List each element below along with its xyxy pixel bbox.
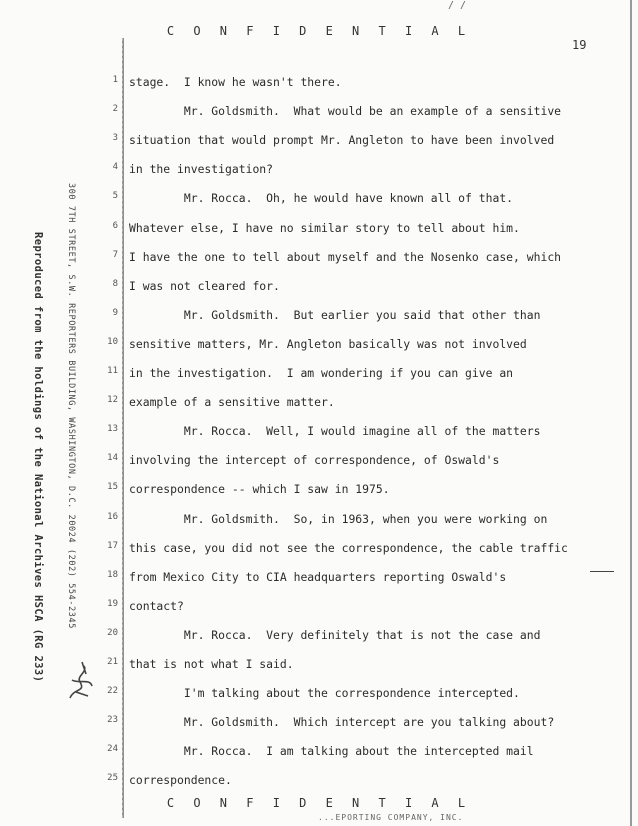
transcript-line: correspondence -- which I saw in 1975. bbox=[129, 482, 390, 496]
line-number: 8 bbox=[112, 279, 118, 289]
line-number: 13 bbox=[107, 424, 118, 434]
transcript-line: this case, you did not see the correspondence, the cable traffic bbox=[129, 541, 568, 555]
line-number: 11 bbox=[107, 366, 118, 376]
transcript-line: I have the one to tell about myself and the Nosenko case, which bbox=[129, 250, 562, 264]
line-number: 3 bbox=[112, 133, 118, 143]
transcript-line: Mr. Rocca. Oh, he would have known all of that. bbox=[129, 191, 514, 205]
line-number: 1 bbox=[112, 75, 118, 85]
line-number: 23 bbox=[107, 715, 118, 725]
line-number: 14 bbox=[107, 453, 118, 463]
line-number: 24 bbox=[107, 744, 118, 754]
reporter-address-text: 300 7TH STREET, S.W. REPORTERS BUILDING, WASHINGTON, D.C. 20024 (202) 554-2345 bbox=[66, 183, 76, 629]
page-number: 19 bbox=[572, 38, 587, 52]
transcript-line: from Mexico City to CIA headquarters reporting Oswald's bbox=[129, 570, 507, 584]
transcript-line: in the investigation. I am wondering if you can give an bbox=[129, 366, 514, 380]
line-number: 7 bbox=[112, 250, 118, 260]
transcript-line: sensitive matters, Mr. Angleton basically was not involved bbox=[129, 337, 527, 351]
transcript-line: stage. I know he wasn't there. bbox=[129, 75, 342, 89]
footer-confidential: C O N F I D E N T I A L bbox=[166, 796, 472, 810]
line-number: 6 bbox=[112, 221, 118, 231]
transcript-line: Mr. Goldsmith. What would be an example of a sensitive bbox=[129, 104, 562, 118]
transcript-line: Mr. Rocca. Well, I would imagine all of the matters bbox=[129, 424, 541, 438]
transcript-line: I'm talking about the correspondence intercepted. bbox=[129, 686, 520, 700]
top-mark: / / bbox=[448, 0, 467, 11]
transcript-line: contact? bbox=[129, 599, 184, 613]
line-number: 16 bbox=[107, 512, 118, 522]
transcript-line: correspondence. bbox=[129, 773, 232, 787]
transcript-line: Mr. Goldsmith. But earlier you said that other than bbox=[129, 308, 541, 322]
line-number: 5 bbox=[112, 191, 118, 201]
line-number: 19 bbox=[107, 599, 118, 609]
archives-stamp-text: Reproduced from the holdings of the National Archives HSCA (RG 233) bbox=[32, 232, 44, 683]
line-number: 2 bbox=[112, 104, 118, 114]
line-number: 10 bbox=[107, 337, 118, 347]
transcript-line: I was not cleared for. bbox=[129, 279, 280, 293]
right-edge-rule bbox=[630, 0, 632, 826]
transcript-line: in the investigation? bbox=[129, 162, 274, 176]
line-number: 21 bbox=[107, 657, 118, 667]
line-number: 22 bbox=[107, 686, 118, 696]
left-margin-rule bbox=[122, 38, 124, 818]
line-number: 12 bbox=[107, 395, 118, 405]
line-number: 9 bbox=[112, 308, 118, 318]
initials-signature-icon bbox=[66, 658, 96, 702]
transcript-line: Mr. Rocca. I am talking about the intercepted mail bbox=[129, 744, 534, 758]
transcript-line: that is not what I said. bbox=[129, 657, 294, 671]
line-number: 18 bbox=[107, 570, 118, 580]
line-number: 20 bbox=[107, 628, 118, 638]
transcript-line: situation that would prompt Mr. Angleton to have been involved bbox=[129, 133, 555, 147]
footer-company: ...EPORTING COMPANY, INC. bbox=[318, 813, 464, 822]
transcript-line: Mr. Goldsmith. Which intercept are you talking about? bbox=[129, 715, 555, 729]
transcript-line: example of a sensitive matter. bbox=[129, 395, 335, 409]
transcript-line: Mr. Rocca. Very definitely that is not the case and bbox=[129, 628, 541, 642]
transcript-line: Mr. Goldsmith. So, in 1963, when you were working on bbox=[129, 512, 548, 526]
header-confidential: C O N F I D E N T I A L bbox=[166, 24, 472, 38]
transcript-line: Whatever else, I have no similar story to tell about him. bbox=[129, 221, 520, 235]
line-number: 17 bbox=[107, 541, 118, 551]
line-number: 15 bbox=[107, 482, 118, 492]
transcript-line: involving the intercept of correspondence, of Oswald's bbox=[129, 453, 500, 467]
line-number: 4 bbox=[112, 162, 118, 172]
line-number: 25 bbox=[107, 773, 118, 783]
